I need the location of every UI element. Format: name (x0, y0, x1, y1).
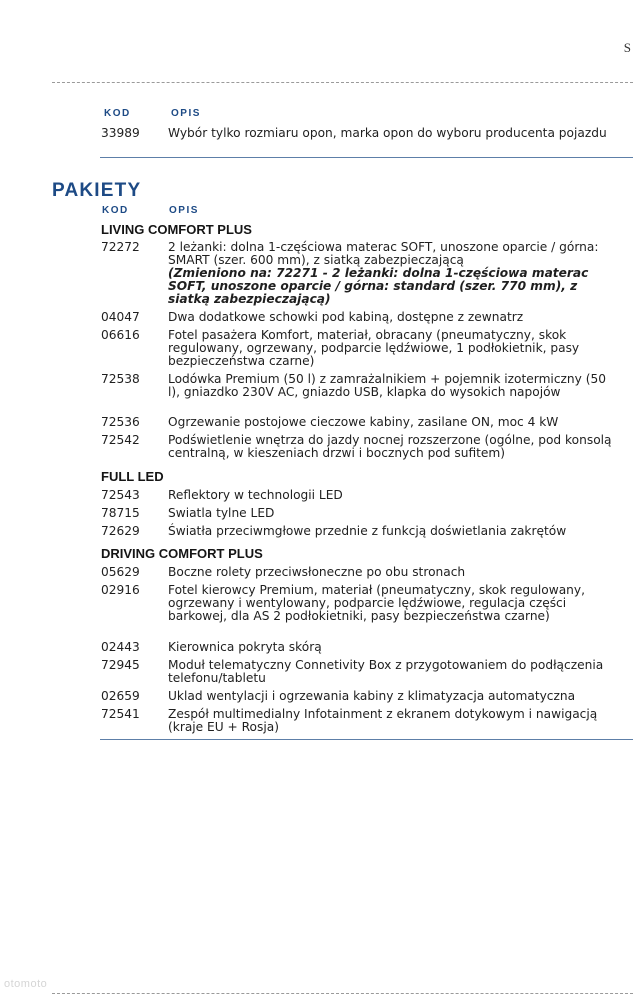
row-desc: Wybór tylko rozmiaru opon, marka opon do wyboru producenta pojazdu (168, 126, 607, 140)
table-row (101, 584, 621, 623)
row-code: 72272 (101, 240, 140, 254)
row-code: 72542 (101, 433, 140, 447)
row-code: 33989 (101, 126, 140, 140)
table-row (101, 241, 621, 306)
row-desc: Lodówka Premium (50 l) z zamrażalnikiem + pojemnik izotermiczny (50 l), gniazdko 230V AC, gniazdo USB, klapka do wysokich napojów (168, 372, 606, 399)
group-title-full-led: FULL LED (101, 469, 164, 484)
table-row (101, 373, 621, 399)
table-row (101, 434, 621, 460)
row-desc (168, 241, 621, 306)
table-row (101, 566, 621, 579)
row-code: 02659 (101, 689, 140, 703)
row-code: 72543 (101, 488, 140, 502)
row-desc: Moduł telematyczny Connetivity Box z przygotowaniem do podłączenia telefonu/tabletu (168, 658, 604, 685)
table-rule (100, 739, 633, 740)
table-row (101, 311, 621, 324)
row-code: 06616 (101, 328, 140, 342)
table-row (101, 690, 621, 703)
table-row (101, 659, 621, 685)
row-desc: Uklad wentylacji i ogrzewania kabiny z klimatyzacja automatyczna (168, 689, 576, 703)
col-header-kod: KOD (102, 205, 129, 216)
table-row (101, 329, 621, 368)
row-code: 72541 (101, 707, 140, 721)
row-code: 72629 (101, 524, 140, 538)
table-row (101, 507, 621, 520)
row-desc: Kierownica pokryta skórą (168, 640, 322, 654)
row-code: 78715 (101, 506, 140, 520)
row-desc: Swiatla tylne LED (168, 506, 275, 520)
row-code: 02916 (101, 583, 140, 597)
watermark-logo: otomoto (4, 978, 48, 990)
row-desc: Podświetlenie wnętrza do jazdy nocnej rozszerzone (ogólne, pod konsolą centralną, w kieszeniach drzwi i bocznych pod sufitem) (168, 433, 612, 460)
col-header-kod: KOD (104, 108, 131, 119)
row-code: 72538 (101, 372, 140, 386)
row-desc: Fotel kierowcy Premium, materiał (pneumatyczny, skok regulowany, ogrzewany i wentylowany, podparcie lędźwiowe, regulacja części barkowej, dla AS 2 podłokietniki, pasy bezpieczeństwa czarne) (168, 583, 585, 623)
row-desc: Ogrzewanie postojowe cieczowe kabiny, zasilane ON, moc 4 kW (168, 415, 559, 429)
row-desc: Dwa dodatkowe schowki pod kabiną, dostępne z zewnatrz (168, 310, 524, 324)
row-desc: Światła przeciwmgłowe przednie z funkcją doświetlania zakrętów (168, 524, 567, 538)
row-code: 04047 (101, 310, 140, 324)
table-row (101, 489, 621, 502)
table-row (101, 708, 621, 734)
table-row (101, 641, 621, 654)
row-code: 72945 (101, 658, 140, 672)
table-row (101, 127, 621, 140)
row-change-note: (Zmieniono na: 72271 - 2 leżanki: dolna 1-częściowa materac SOFT, unoszone oparcie / górna: standard (szer. 770 mm), z siatką zabezpieczającą) (168, 266, 589, 306)
row-desc: Reflektory w technologii LED (168, 488, 343, 502)
col-header-opis: OPIS (169, 205, 199, 216)
bottom-dotted-divider (52, 993, 633, 994)
row-desc: Boczne rolety przeciwsłoneczne po obu stronach (168, 565, 466, 579)
table-rule (100, 157, 633, 158)
group-title-living-comfort-plus: LIVING COMFORT PLUS (101, 222, 252, 237)
row-desc: Zespół multimedialny Infotainment z ekranem dotykowym i nawigacją (kraje EU + Rosja) (168, 707, 598, 734)
row-code: 02443 (101, 640, 140, 654)
row-code: 05629 (101, 565, 140, 579)
table-row (101, 525, 621, 538)
page-letter: S (623, 40, 631, 55)
group-title-driving-comfort-plus: DRIVING COMFORT PLUS (101, 546, 263, 561)
table-row (101, 416, 621, 429)
section-title: PAKIETY (52, 180, 142, 201)
row-desc-text: 2 leżanki: dolna 1-częściowa materac SOFT, unoszone oparcie / górna: SMART (szer. 600 mm), z siatką zabezpieczającą (168, 240, 599, 267)
row-desc: Fotel pasażera Komfort, materiał, obracany (pneumatyczny, skok regulowany, ogrzewany, podparcie lędźwiowe, 1 podłokietnik, pasy bezpieczeństwa czarne) (168, 328, 580, 368)
col-header-opis: OPIS (171, 108, 201, 119)
row-code: 72536 (101, 415, 140, 429)
top-dotted-divider (52, 82, 633, 83)
